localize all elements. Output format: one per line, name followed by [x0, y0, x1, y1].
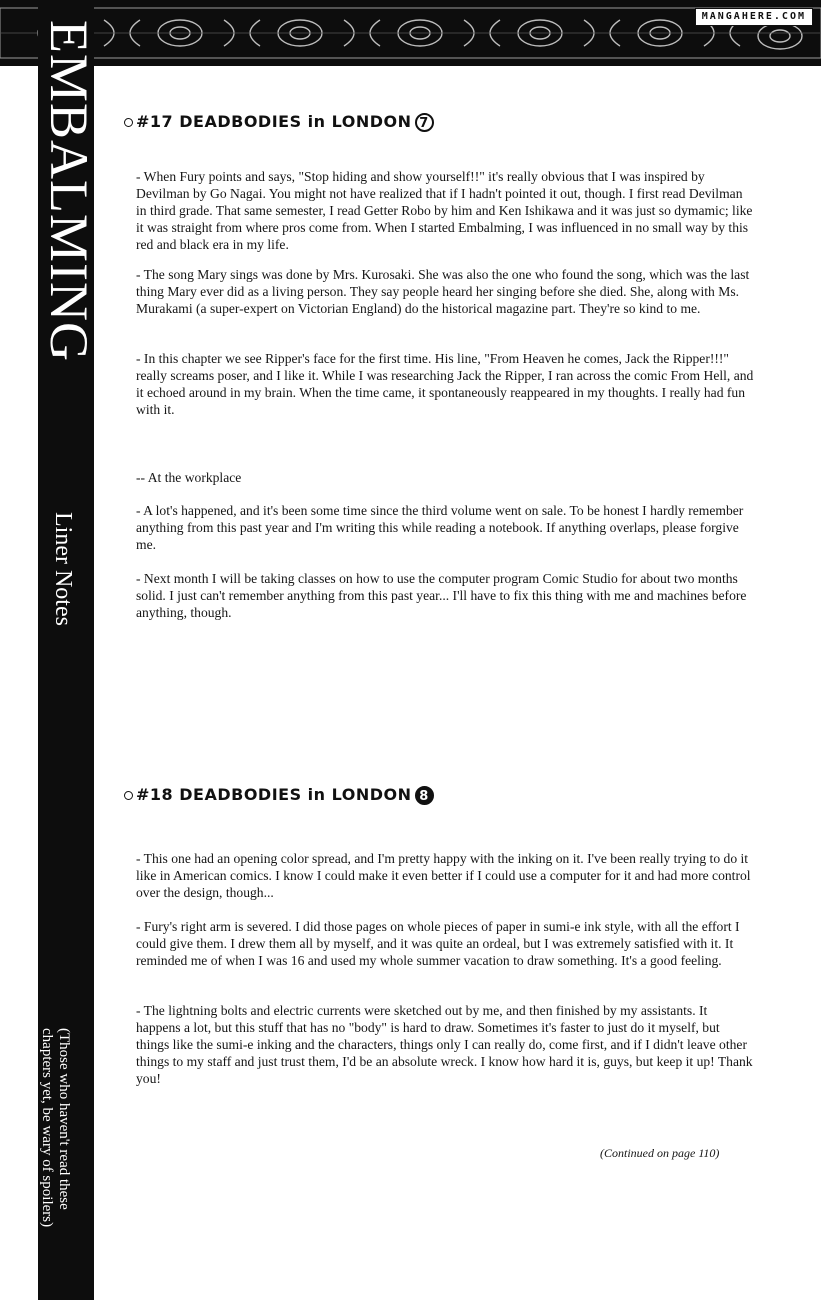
spoiler-warning-note: (Those who haven't read these chapters yet, be wary of spoilers): [39, 1028, 72, 1228]
section-17-heading: [124, 112, 434, 132]
circled-number: 8: [415, 786, 434, 805]
vertical-title: EMBALMING: [39, 20, 99, 362]
section-17-paragraph-5: - A lot's happened, and it's been some time since the third volume went on sale. To be honest I hardly remember anything from this past year and I'm writing this while reading a notebook. If anything overlaps, please forgive me.: [136, 503, 744, 552]
section-18-paragraph-2: - Fury's right arm is severed. I did those pages on whole pieces of paper in sumi-e ink style, with all the effort I could give them. I drew them all by myself, and it was quite an ordeal, but I was extremely satisfied with it. It reminded me of when I was 16 and used my whole summer vacation to draw something. It's a good feeling.: [136, 919, 740, 968]
circled-number: 7: [415, 113, 434, 132]
section-18-paragraph-3: - The lightning bolts and electric currents were sketched out by me, and then finished by my assistants. It happens a lot, but this stuff that has no "body" is hard to draw. Sometimes it's faster to just do it myself, but things like the sumi-e inking and the characters, things only I can really do, come first, and if I didn't leave other things to my staff and just trust them, I'd be an absolute wreck. I know how hard it is, guys, but keep it up! Thank you!: [136, 1003, 753, 1086]
section-17-paragraph-6: - Next month I will be taking classes on how to use the computer program Comic Studio for about two months solid. I just can't remember anything from this past year... I'll have to fix this thing with me and machines before anything, though.: [136, 571, 747, 620]
section-17-paragraph-1: - When Fury points and says, "Stop hiding and show yourself!!" it's really obvious that I was inspired by Devilman by Go Nagai. You might not have realized that if I hadn't pointed it out, though. I first read Devilman in third grade. That same semester, I read Getter Robo by him and Ken Ishikawa and it was just so dymamic; like it was straight from where pros come from. When I started Embalming, I was influenced in no small way by this red and black era in my life.: [136, 169, 753, 252]
ornamental-header-band: [0, 0, 821, 66]
section-18-paragraph-1: - This one had an opening color spread, and I'm pretty happy with the inking on it. I've been really trying to do it like in American comics. I know I could make it even better if I could use a computer for it and had more control over the design, though...: [136, 851, 751, 900]
bullet-ring-icon: [124, 791, 133, 800]
continued-note: (Continued on page 110): [600, 1146, 720, 1160]
site-watermark-badge: MANGAHERE.COM: [695, 8, 813, 26]
section-18-title: #18 DEADBODIES in LONDON: [136, 785, 412, 804]
section-17-paragraph-3: - In this chapter we see Ripper's face for the first time. His line, "From Heaven he comes, Jack the Ripper!!!" really screams poser, and I like it. While I was researching Jack the Ripper, I ran across the comic From Hell, and it echoed around in my brain. When the time came, it spontaneously reappeared in my thoughts. I really had fun with it.: [136, 351, 754, 417]
section-17-paragraph-4: -- At the workplace: [136, 470, 242, 485]
section-17-paragraph-2: - The song Mary sings was done by Mrs. Kurosaki. She was also the one who found the song, which was the last thing Mary ever did as a living person. They say people heard her singing before she died. She, along with Ms. Murakami (a super-expert on Victorian England) do the historical magazine part. They're so kind to me.: [136, 267, 750, 316]
section-17-title: #17 DEADBODIES in LONDON: [136, 112, 412, 131]
bullet-ring-icon: [124, 118, 133, 127]
section-18-heading: [124, 785, 434, 805]
vertical-subtitle: Liner Notes: [50, 512, 76, 626]
